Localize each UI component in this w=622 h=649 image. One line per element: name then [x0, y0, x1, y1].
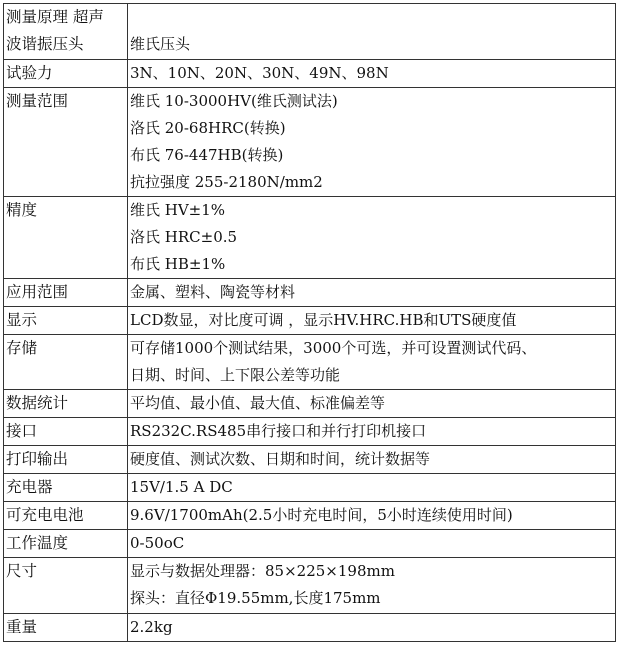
spec-value-cell [128, 307, 616, 335]
spec-row [4, 197, 616, 279]
spec-row [4, 446, 616, 474]
spec-label-cell [4, 474, 128, 502]
spec-value-cell [128, 88, 616, 197]
spec-label-cell [4, 446, 128, 474]
spec-label-cell [4, 418, 128, 446]
spec-value-cell [128, 502, 616, 530]
spec-row [4, 279, 616, 307]
spec-label-cell [4, 197, 128, 279]
spec-value: 显示与数据处理器：85×225×198mm [130, 562, 395, 580]
spec-value: 布氏 76-447HB(转换) [130, 146, 284, 164]
spec-row [4, 530, 616, 558]
spec-value: 维氏 10-3000HV(维氏测试法) [130, 92, 338, 110]
spec-row [4, 558, 616, 614]
spec-label-cell [4, 390, 128, 418]
spec-value: 日期、时间、上下限公差等功能 [130, 366, 341, 384]
spec-value: 探头：直径Φ19.55mm,长度175mm [130, 589, 381, 607]
spec-value: 金属、塑料、陶瓷等材料 [130, 283, 296, 301]
spec-label: 测量范围 [6, 92, 69, 110]
spec-value-cell [128, 530, 616, 558]
spec-label: 打印输出 [6, 450, 69, 468]
spec-row [4, 335, 616, 390]
spec-label: 工作温度 [6, 534, 69, 552]
spec-value-cell [128, 279, 616, 307]
spec-label-cell [4, 307, 128, 335]
spec-value-cell [128, 558, 616, 614]
spec-label: 波谐振压头 [6, 35, 84, 53]
spec-value-cell [128, 60, 616, 88]
spec-row [4, 307, 616, 335]
spec-value: 2.2kg [130, 618, 173, 636]
spec-label-cell [4, 4, 128, 60]
spec-value: 9.6V/1700mAh(2.5小时充电时间，5小时连续使用时间) [130, 506, 513, 524]
spec-value-cell [128, 446, 616, 474]
spec-value: 0-50oC [130, 534, 185, 552]
spec-value: LCD数显，对比度可调 ，显示HV.HRC.HB和UTS硬度值 [130, 311, 517, 329]
spec-label-cell [4, 558, 128, 614]
spec-label: 充电器 [6, 478, 53, 496]
spec-label: 精度 [6, 201, 38, 219]
spec-label-cell [4, 530, 128, 558]
spec-value: 可存储1000个测试结果，3000个可选，并可设置测试代码、 [130, 339, 537, 357]
spec-row [4, 614, 616, 642]
spec-label: 测量原理 超声 [6, 8, 104, 26]
spec-label-cell [4, 335, 128, 390]
spec-value: 硬度值、测试次数、日期和时间，统计数据等 [130, 450, 431, 468]
spec-label: 接口 [6, 422, 38, 440]
spec-label: 尺寸 [6, 562, 38, 580]
spec-label: 显示 [6, 311, 38, 329]
spec-label-cell [4, 614, 128, 642]
spec-value-cell [128, 418, 616, 446]
spec-value: 15V/1.5 A DC [130, 478, 233, 496]
spec-value: 抗拉强度 255-2180N/mm2 [130, 173, 323, 191]
spec-label: 试验力 [6, 64, 53, 82]
spec-row [4, 502, 616, 530]
spec-row [4, 4, 616, 60]
spec-value: 维氏压头 [130, 35, 191, 53]
spec-label: 数据统计 [6, 394, 69, 412]
spec-value-cell [128, 390, 616, 418]
spec-value-cell [128, 4, 616, 60]
spec-value: 洛氏 HRC±0.5 [130, 228, 238, 246]
spec-row [4, 474, 616, 502]
spec-label-cell [4, 60, 128, 88]
spec-table-body [4, 4, 616, 642]
spec-label: 可充电电池 [6, 506, 84, 524]
spec-value-cell [128, 197, 616, 279]
spec-row [4, 60, 616, 88]
spec-row [4, 88, 616, 197]
spec-row [4, 418, 616, 446]
spec-value-cell [128, 335, 616, 390]
spec-value: 维氏 HV±1% [130, 201, 226, 219]
spec-value: 布氏 HB±1% [130, 255, 226, 273]
spec-label: 应用范围 [6, 283, 69, 301]
spec-label: 存储 [6, 339, 38, 357]
spec-label-cell [4, 502, 128, 530]
spec-row [4, 390, 616, 418]
spec-label-cell [4, 279, 128, 307]
spec-value: 平均值、最小值、最大值、标准偏差等 [130, 394, 386, 412]
spec-label-cell [4, 88, 128, 197]
spec-table [3, 3, 616, 642]
spec-value-spacer [130, 4, 613, 31]
spec-value: 洛氏 20-68HRC(转换) [130, 119, 286, 137]
spec-value: 3N、10N、20N、30N、49N、98N [130, 64, 389, 82]
spec-value: RS232C.RS485串行接口和并行打印机接口 [130, 422, 427, 440]
spec-value-cell [128, 614, 616, 642]
spec-value-cell [128, 474, 616, 502]
spec-label: 重量 [6, 618, 38, 636]
